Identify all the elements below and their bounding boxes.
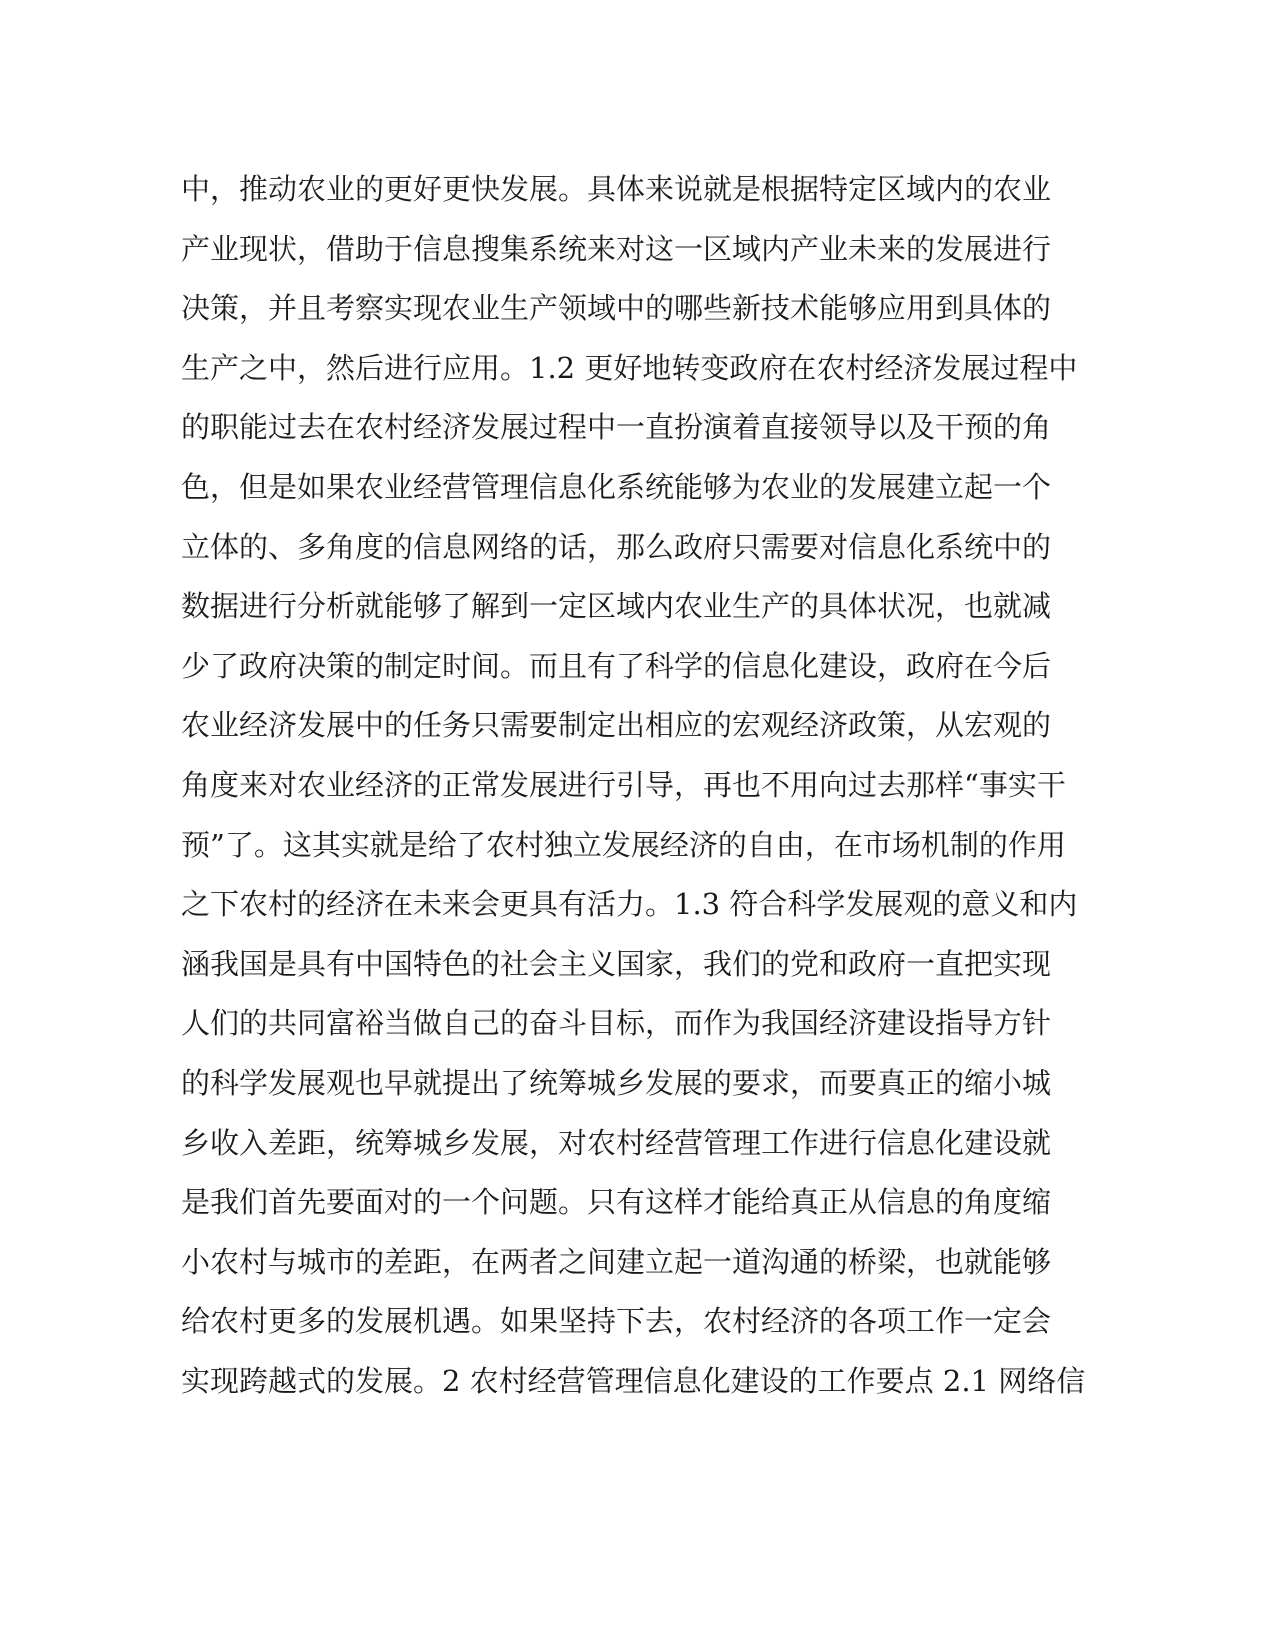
text-line: 小农村与城市的差距，在两者之间建立起一道沟通的桥梁，也就能够 xyxy=(181,1244,1052,1279)
text-line: 决策，并且考察实现农业生产领域中的哪些新技术能够应用到具体的 xyxy=(181,291,1052,326)
text-line: 色，但是如果农业经营管理信息化系统能够为农业的发展建立起一个 xyxy=(181,469,1052,504)
text-line: 立体的、多角度的信息网络的话，那么政府只需要对信息化系统中的 xyxy=(181,529,1052,564)
text-line: 之下农村的经济在未来会更具有活力。1.3 符合科学发展观的意义和内 xyxy=(181,887,1078,922)
text-line: 的职能过去在农村经济发展过程中一直扮演着直接领导以及干预的角 xyxy=(181,410,1052,445)
text-line: 是我们首先要面对的一个问题。只有这样才能给真正从信息的角度缩 xyxy=(181,1185,1052,1220)
text-line: 中，推动农业的更好更快发展。具体来说就是根据特定区域内的农业 xyxy=(181,172,1052,206)
body-text xyxy=(181,160,1086,1411)
text-line: 乡收入差距，统筹城乡发展，对农村经营管理工作进行信息化建设就 xyxy=(181,1125,1052,1160)
text-line: 数据进行分析就能够了解到一定区域内农业生产的具体状况，也就减 xyxy=(181,589,1052,624)
text-line: 涵我国是具有中国特色的社会主义国家，我们的党和政府一直把实现 xyxy=(181,946,1052,981)
text-line: 实现跨越式的发展。2 农村经营管理信息化建设的工作要点 2.1 网络信 xyxy=(181,1363,1086,1398)
text-line: 农业经济发展中的任务只需要制定出相应的宏观经济政策，从宏观的 xyxy=(181,708,1052,743)
text-line: 生产之中，然后进行应用。1.2 更好地转变政府在农村经济发展过程中 xyxy=(181,350,1078,385)
text-line: 预”了。这其实就是给了农村独立发展经济的自由，在市场机制的作用 xyxy=(181,827,1066,862)
text-line: 产业现状，借助于信息搜集系统来对这一区域内产业未来的发展进行 xyxy=(181,231,1052,266)
text-line: 少了政府决策的制定时间。而且有了科学的信息化建设，政府在今后 xyxy=(181,648,1052,683)
text-line: 的科学发展观也早就提出了统筹城乡发展的要求，而要真正的缩小城 xyxy=(181,1065,1052,1100)
text-line: 人们的共同富裕当做自己的奋斗目标，而作为我国经济建设指导方针 xyxy=(181,1006,1052,1041)
text-line: 角度来对农业经济的正常发展进行引导，再也不用向过去那样“事实干 xyxy=(181,767,1066,802)
text-line: 给农村更多的发展机遇。如果坚持下去，农村经济的各项工作一定会 xyxy=(181,1304,1052,1339)
